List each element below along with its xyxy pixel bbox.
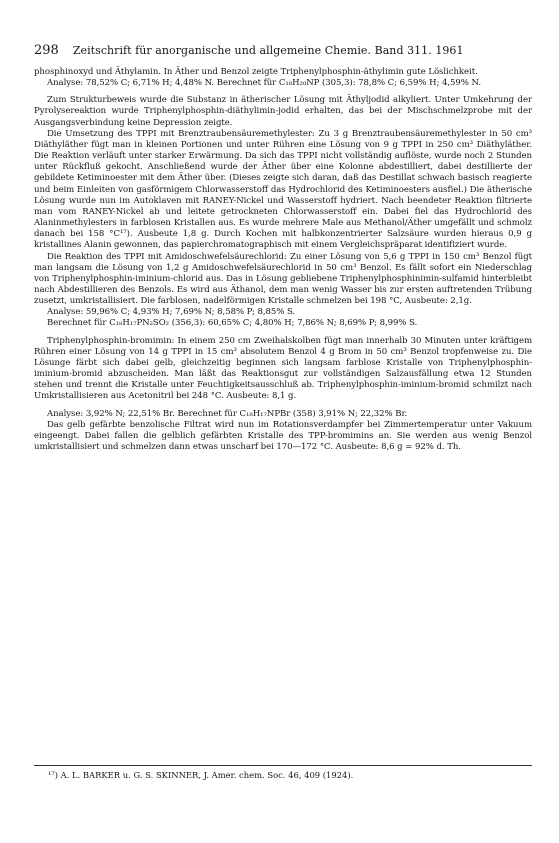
- footnote-rule: [34, 765, 532, 766]
- paragraph-amidosulfonyl: Die Reaktion des TPPI mit Amidoschwefelsäurechlorid: Zu einer Lösung von 5,6 g TPPI in 150 cm³ Benzol fügt man langsam die Lösung von 1,2 g Amidoschwefelsäurechlorid in 50 cm³ Benzol. Es fällt sofort ein Niederschlag von Triphenylphosphin-iminium-chlorid aus. Das in Lösung gebliebene Triphenylphosphinimin-sulfamid hinterbleibt nach Abdestillieren des Benzols. Es wird aus Äthanol, dem man wenig Wasser bis zur ersten auftretenden Trübung zusetzt, umkristallisiert. Die farblosen, nadelförmigen Kristalle schmelzen bei 198 °C, Ausbeute: 2,1g.: [34, 251, 532, 307]
- body-text: [34, 67, 532, 453]
- paragraph: Zum Strukturbeweis wurde die Substanz in ätherischer Lösung mit Äthyljodid alkyliert. Unter Umkehrung der Pyrolysereaktion wurde Triphenylphosphin-diäthylimin-jodid erhalten, das bei der Mischschmelzprobe mit der Ausgangsverbindung keine Depression zeigte.: [34, 95, 532, 128]
- paragraph-bromimin: Triphenylphosphin-bromimin: In einem 250 cm Zweihalskolben fügt man innerhalb 30 Minuten unter kräftigem Rühren einer Lösung von 14 g TPPI in 15 cm³ absolutem Benzol 4 g Brom in 50 cm³ Benzol tropfenweise zu. Die Lösunge färbt sich dabei gelb, gleichzeitig beginnen sich langsam farblose Kristalle von Triphenylphosphin-iminium-bromid abzuscheiden. Man läßt das Reaktionsgut zur vollständigen Salzausfällung etwa 12 Stunden stehen und trennt die Kristalle unter Feuchtigkeitsausschluß ab. Triphenylphosphin-iminium-bromid schmilzt nach Umkristallisieren aus Acetonitril bei 248 °C. Ausbeute: 8,1 g.: [34, 335, 532, 402]
- paragraph: Das gelb gefärbte benzolische Filtrat wird nun im Rotationsverdampfer bei Zimmertemperatur unter Vakuum eingeengt. Dabei fallen die gelblich gefärbten Kristalle des TPP-bromimins an. Sie werden aus wenig Benzol umkristallisiert und schmelzen dann etwas unscharf bei 170—172 °C. Ausbeute: 8,6 g = 92% d. Th.: [34, 419, 532, 452]
- analysis-line: Analyse: 78,52% C; 6,71% H; 4,48% N. Berechnet für C₁₈H₂₀NP (305,3): 78,8% C; 6,59% H; 4,59% N.: [47, 78, 482, 89]
- journal-title: Zeitschrift für anorganische und allgemeine Chemie. Band 311. 1961: [72, 44, 464, 57]
- journal-page: [34, 44, 532, 453]
- footnote-block: [34, 765, 532, 781]
- analysis-line: Analyse: 3,92% N; 22,51% Br. Berechnet für C₁₈H₁₇NPBr (358) 3,91% N; 22,32% Br.: [47, 408, 408, 419]
- running-header: [34, 44, 532, 57]
- paragraph: phosphinoxyd und Äthylamin. In Äther und Benzol zeigte Triphenylphosphin-äthylimin gute Löslichkeit.: [34, 67, 478, 77]
- page-number: 298: [34, 43, 59, 58]
- analysis-line: Analyse: 59,96% C; 4,93% H; 7,69% N; 8,58% P; 8,85% S.: [47, 307, 296, 318]
- paragraph-alanine-ester: Die Umsetzung des TPPI mit Brenztraubensäuremethylester: Zu 3 g Brenztraubensäuremethylester in 50 cm³ Diäthyläther fügt man in kleinen Portionen und unter Rühren eine Lösung von 9 g TPPI in 250 cm³ Diäthyläther. Die Reaktion verläuft unter starker Erwärmung. Da sich das TPPI nicht vollständig auflöste, wurde noch 2 Stunden unter Rückfluß gekocht. Anschließend wurde der Äther über eine Kolonne abdestilliert, dabei destillierte der gebildete Ketiminoester mit dem Äther über. (Dieses zeigte sich daran, daß das Destillat schwach basisch reagierte und beim Einleiten von gasförmigem Chlorwasserstoff das Hydrochlorid des Ketiminoesters ausfiel.) Die ätherische Lösung wurde nun im Autoklaven mit RANEY-Nickel und Wasserstoff hydriert. Nach beendeter Reaktion filtrierte man vom RANEY-Nickel ab und leitete getrockneten Chlorwasserstoff ein. Dabei fiel das Hydrochlorid des Alaninmethylesters in farblosen Kristallen aus. Es wurde mehrere Male aus Methanol/Äther umgefällt und schmolz danach bei 158 °C¹⁷). Ausbeute 1,8 g. Durch Kochen mit halbkonzentrierter Salzsäure wurden hieraus 0,9 g kristallines Alanin gewonnen, das papierchromatographisch mit einem Vergleichspräparat identifiziert wurde.: [34, 128, 532, 251]
- calculated-line: Berechnet für C₁₈H₁₇PN₂SO₂ (356,3): 60,65% C; 4,80% H; 7,86% N; 8,69% P; 8,99% S.: [47, 318, 418, 329]
- footnote: ¹⁷) A. L. BARKER u. G. S. SKINNER, J. Amer. chem. Soc. 46, 409 (1924).: [48, 770, 354, 780]
